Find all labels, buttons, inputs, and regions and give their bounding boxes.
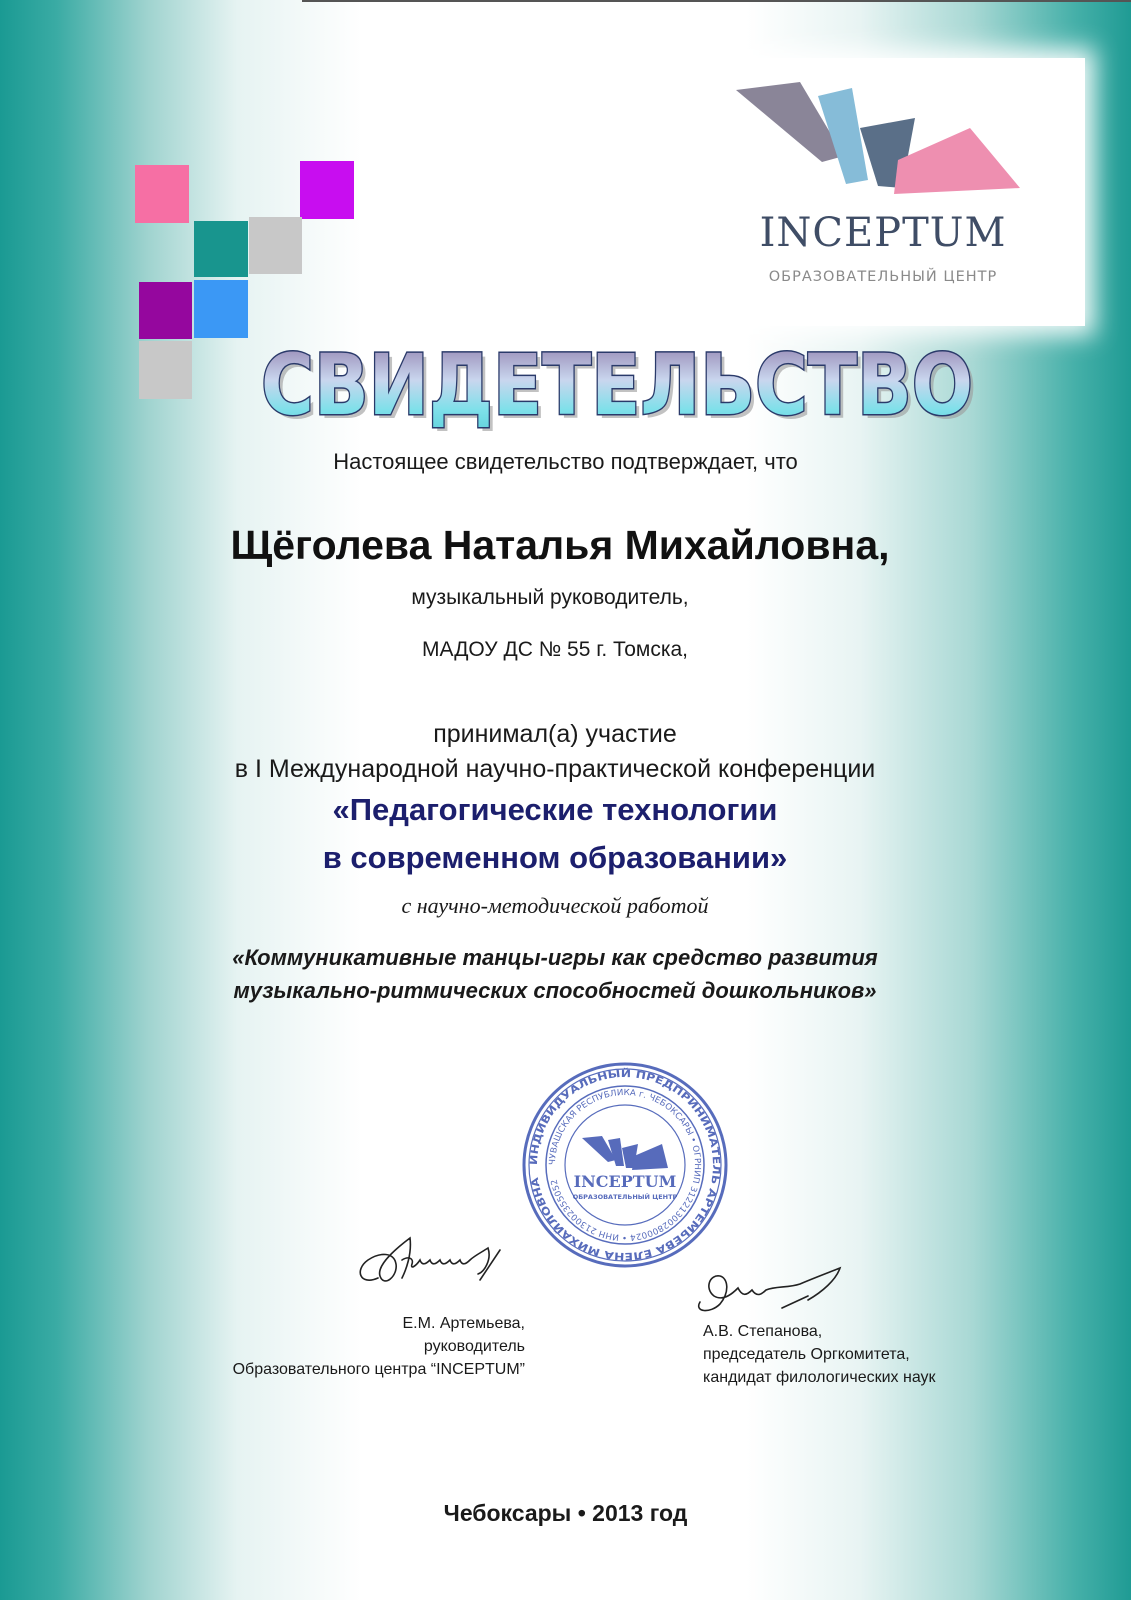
square-pink bbox=[135, 165, 189, 223]
signer-stepanova bbox=[703, 1320, 1003, 1389]
stamp-logo-name: INCEPTUM bbox=[573, 1172, 677, 1191]
stamp-book-icon bbox=[582, 1136, 668, 1170]
square-gray-2 bbox=[139, 341, 192, 399]
logo-subtitle: ОБРАЗОВАТЕЛЬНЫЙ ЦЕНТР bbox=[768, 269, 998, 285]
signer-artemieva bbox=[150, 1312, 525, 1381]
square-gray-1 bbox=[249, 217, 302, 274]
open-book-logo-icon bbox=[720, 58, 1050, 208]
top-border-line bbox=[302, 0, 1131, 2]
work-intro: с научно-методической работой bbox=[401, 893, 709, 918]
conference-title-line2: в современном образовании» bbox=[322, 840, 788, 875]
signer-name: А.В. Степанова, bbox=[703, 1323, 823, 1340]
signer-role: кандидат филологических наук bbox=[703, 1369, 936, 1386]
inceptum-logo bbox=[720, 58, 1085, 326]
square-magenta bbox=[300, 161, 354, 219]
logo-name: INCEPTUM bbox=[759, 210, 1007, 256]
signer-role: председатель Оргкомитета, bbox=[703, 1346, 910, 1363]
svg-text:ЧУВАШСКАЯ РЕСПУБЛИКА г. ЧЕБОКС bbox=[548, 1088, 702, 1242]
stamp-inner-text: ЧУВАШСКАЯ РЕСПУБЛИКА г. ЧЕБОКСАРЫ • ОГРНИП 312213002800024 • ИНН 213002355052 bbox=[547, 1087, 703, 1243]
title-text: СВИДЕТЕЛЬСТВО bbox=[261, 336, 973, 434]
work-title-line1: «Коммуникативные танцы-игры как средство развития bbox=[232, 945, 878, 970]
conference-title-line1: «Педагогические технологии bbox=[332, 792, 778, 827]
square-teal bbox=[194, 221, 248, 277]
recipient-name: Щёголева Наталья Михайловна, bbox=[230, 522, 890, 568]
conference-line: в I Международной научно-практической конференции bbox=[234, 755, 876, 783]
work-title-line2: музыкально-ритмических способностей дошкольников» bbox=[233, 978, 877, 1003]
signer-role: Образовательного центра “INCEPTUM” bbox=[232, 1361, 525, 1378]
recipient-organization: МАДОУ ДС № 55 г. Томска, bbox=[422, 638, 688, 661]
signature-artemieva bbox=[350, 1230, 520, 1300]
certificate-title bbox=[240, 332, 1000, 442]
square-blue bbox=[194, 280, 248, 338]
square-purple bbox=[139, 282, 192, 339]
stamp-logo-subtitle: ОБРАЗОВАТЕЛЬНЫЙ ЦЕНТР bbox=[572, 1193, 678, 1201]
footer-place-year: Чебоксары • 2013 год bbox=[443, 1500, 688, 1526]
stamp-outer-text: ИНДИВИДУАЛЬНЫЙ ПРЕДПРИНИМАТЕЛЬ АРТЕМЬЕВА ЕЛЕНА МИХАЙЛОВНА bbox=[528, 1068, 722, 1262]
intro-text: Настоящее свидетельство подтверждает, что bbox=[333, 449, 798, 474]
signature-stepanova bbox=[690, 1262, 860, 1322]
recipient-position: музыкальный руководитель, bbox=[411, 586, 689, 609]
participation-text: принимал(а) участие bbox=[433, 720, 677, 748]
signer-name: Е.М. Артемьева, bbox=[402, 1315, 525, 1332]
signer-role: руководитель bbox=[423, 1338, 525, 1355]
title-shadow: СВИДЕТЕЛЬСТВО bbox=[265, 340, 977, 438]
official-stamp bbox=[520, 1060, 730, 1270]
